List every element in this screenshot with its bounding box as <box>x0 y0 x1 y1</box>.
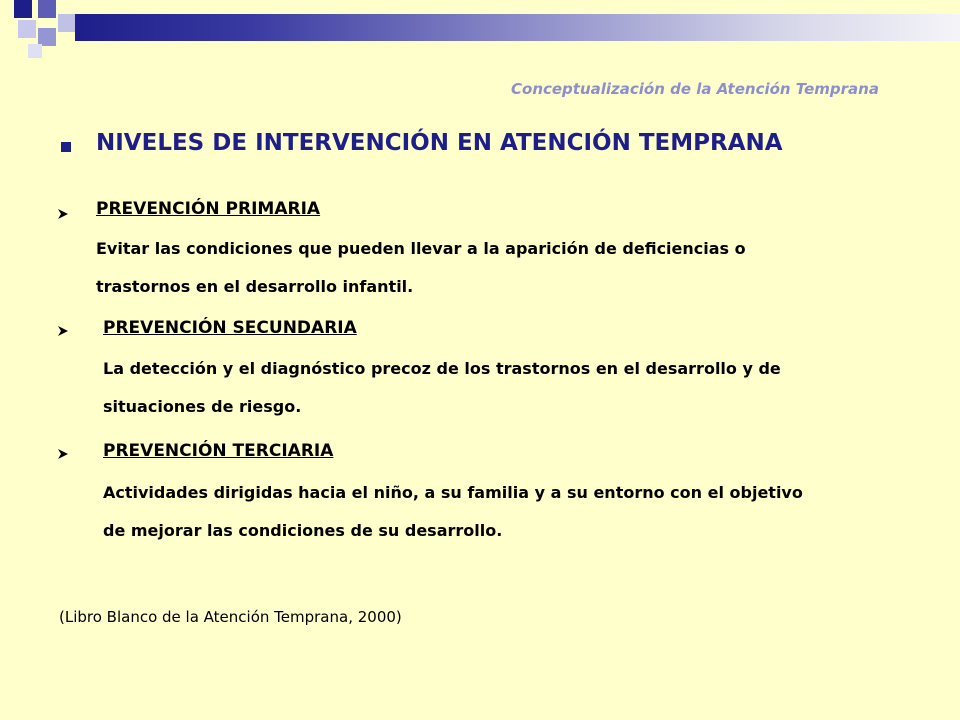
item-description <box>103 474 803 550</box>
arrow-bullet-icon <box>57 448 69 460</box>
item-description <box>103 350 781 426</box>
item-description-line: Evitar las condiciones que pueden llevar a la aparición de deficiencias o <box>96 239 746 258</box>
square-bullet-icon <box>61 142 71 152</box>
item-description-line: La detección y el diagnóstico precoz de los trastornos en el desarrollo y de <box>103 359 781 378</box>
item-description-line: de mejorar las condiciones de su desarrollo. <box>103 521 503 540</box>
item-heading: PREVENCIÓN TERCIARIA <box>103 441 334 461</box>
header-gradient-bar <box>75 14 960 41</box>
item-description-line: Actividades dirigidas hacia el niño, a su familia y a su entorno con el objetivo <box>103 483 803 502</box>
item-description <box>96 230 746 306</box>
item-description-line: trastornos en el desarrollo infantil. <box>96 277 414 296</box>
decorative-square <box>18 20 36 38</box>
decorative-square <box>58 14 76 32</box>
arrow-bullet-icon <box>57 325 69 337</box>
slide-subtitle: Conceptualización de la Atención Temprana <box>511 80 879 98</box>
decorative-square <box>38 0 56 18</box>
slide-title: NIVELES DE INTERVENCIÓN EN ATENCIÓN TEMPRANA <box>96 130 783 156</box>
item-heading: PREVENCIÓN SECUNDARIA <box>103 318 357 338</box>
citation: (Libro Blanco de la Atención Temprana, 2000) <box>59 608 402 626</box>
arrow-bullet-icon <box>57 208 69 220</box>
item-heading: PREVENCIÓN PRIMARIA <box>96 199 321 219</box>
item-description-line: situaciones de riesgo. <box>103 397 302 416</box>
decorative-square <box>28 44 42 58</box>
decorative-square <box>14 0 32 18</box>
